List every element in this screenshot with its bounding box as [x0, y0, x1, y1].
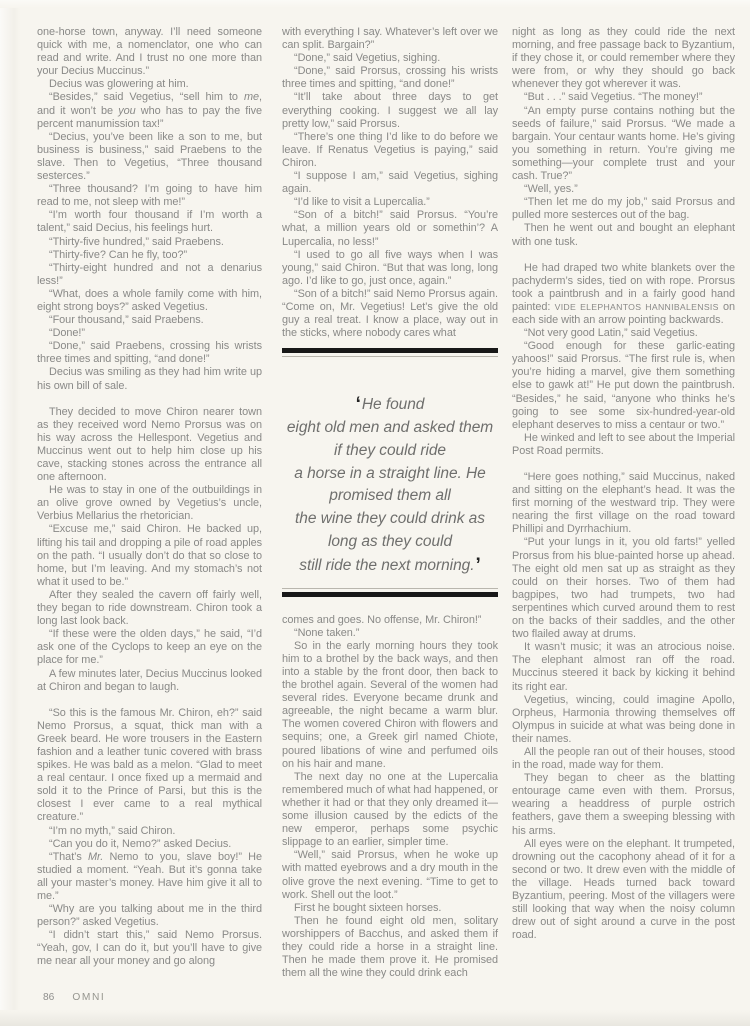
paragraph: “Here goes nothing,” said Muccinus, naked and sitting on the elephant’s head. It was the first morning of the westward trip. They were nearing the first village on the road toward Phillipi and Dyrrhachium. — [512, 471, 735, 536]
divider-rule — [282, 348, 498, 353]
paragraph: “I suppose I am,” said Vegetius, sighing again. — [282, 170, 498, 196]
paragraph: “Besides,” said Vegetius, “sell him to me, and it won’t be you who has to pay the five percent manumission tax!” — [37, 91, 262, 130]
text-column-2 — [282, 26, 498, 980]
paragraph: with everything I say. Whatever’s left over we can split. Bargain?” — [282, 26, 498, 52]
text-column-1 — [37, 26, 262, 969]
open-quote-icon: ‘ — [355, 394, 361, 416]
paragraph: “Well, yes.” — [524, 183, 578, 196]
page-number: 86 — [43, 992, 55, 1003]
paragraph: “Son of a bitch!” said Nemo Prorsus again. “Come on, Mr. Vegetius! Let’s give the old guy a real treat. I know a place, way out in the sticks, where nobody cares what — [282, 287, 498, 340]
pull-quote — [286, 393, 494, 577]
paragraph: “If these were the olden days,” he said, “I’d ask one of the Cyclops to keep an eye on the place for me.” — [37, 628, 262, 667]
scan-edge-left — [0, 0, 20, 1026]
pull-quote-line: the wine they could drink as — [295, 510, 485, 528]
paragraph: “None taken.” — [294, 626, 360, 639]
paragraph: one-horse town, anyway. I’ll need someone quick with me, a nomenclator, one who can read and write. And I trust no one more than your Decius Muccinus.” — [37, 26, 262, 78]
paragraph: “It’ll take about three days to get everything cooking. I suggest we all lay pretty low,” said Prorsus. — [282, 91, 498, 130]
paragraph: He was to stay in one of the outbuildings in an olive grove owned by Vegetius’s uncle, Verbius Mellarius the rhetorician. — [37, 484, 262, 523]
paragraph: “Why are you talking about me in the third person?” asked Vegetius. — [37, 903, 262, 929]
paragraph: “That’s Mr. Nemo to you, slave boy!” He studied a moment. “Yeah. But it’s gonna take all your master’s money. Have him give it all to me.” — [37, 850, 262, 902]
pull-quote-line: still ride the next morning.’ — [299, 554, 481, 576]
paragraph: “Then let me do my job,” said Prorsus and pulled more sesterces out of the bag. — [512, 196, 735, 222]
paragraph: “An empty purse contains nothing but the seeds of failure,” said Prorsus. “We made a bargain. Your centaur wants home. He’s giving you something in return. You’re giving me something—your complete trust and your cash. True?” — [512, 104, 735, 183]
paragraph: “I didn’t start this,” said Nemo Prorsus. “Yeah, gov, I can do it, but you’ll have to give me near all your money and go along — [37, 929, 262, 968]
pull-quote-line: if they could ride — [334, 441, 446, 459]
text-column-3 — [512, 26, 735, 942]
paragraph: Decius was smiling as they had him write up his own bill of sale. — [37, 366, 262, 392]
pull-quote-line: a horse in a straight line. He — [294, 464, 486, 482]
paragraph: “Thirty-eight hundred and not a denarius less!” — [37, 261, 262, 287]
pull-quote-line: long as they could — [327, 533, 453, 551]
paragraph: “I used to go all five ways when I was young,” said Chiron. “But that was long, long ago. I’d like to go, just once, again.” — [282, 248, 498, 287]
paragraph: So in the early morning hours they took him to a brothel by the back ways, and then into a stable by the front door, then back to the brothel again. Several of the women had several rides. Everyone became drunk and agreeable, the night became a warm blur. The women covered Chiron with flowers and sequins; one, a Greek girl named Chiote, poured libations of wine and perfumed oils on his hair and mane. — [282, 639, 498, 770]
paragraph: “Son of a bitch!” said Prorsus. “You’re what, a million years old or somethin’? A Lupercalia, no less!” — [282, 209, 498, 248]
paragraph: Then he went out and bought an elephant with one tusk. — [512, 222, 735, 248]
paragraph: “I’m no myth,” said Chiron. — [49, 824, 176, 837]
paragraph: “But . . .” said Vegetius. “The money!” — [524, 91, 703, 104]
scan-edge-top — [0, 0, 750, 8]
paragraph: “Done,” said Praebens, crossing his wrists three times and spitting, “and done!” — [37, 340, 262, 366]
pull-quote-line: eight old men and asked them — [286, 419, 494, 437]
paragraph: Vegetius, wincing, could imagine Apollo, Orpheus, Harmonia throwing themselves off Olympus in suicide at what was being done in their names. — [512, 693, 735, 745]
paragraph: “Done!” — [49, 327, 85, 340]
paragraph: First he bought sixteen horses. — [294, 901, 442, 914]
paragraph: “I’m worth four thousand if I’m worth a talent,” said Decius, his feelings hurt. — [37, 209, 262, 235]
paragraph: A few minutes later, Decius Muccinus looked at Chiron and began to laugh. — [37, 667, 262, 693]
pull-quote-line: ‘He found — [355, 394, 425, 416]
paragraph: “Thirty-five hundred,” said Praebens. — [49, 235, 224, 248]
paragraph: It wasn’t music; it was an atrocious noise. The elephant almost ran off the road. Muccinus steered it back by kicking it behind its right ear. — [512, 641, 735, 693]
paragraph: “Excuse me,” said Chiron. He backed up, lifting his tail and dropping a pile of road apples on the path. “I usually don’t do that so close to home, but I’m leaving. And my stomach’s not what it used to be.” — [37, 523, 262, 588]
paragraph: All eyes were on the elephant. It trumpeted, drowning out the cacophony ahead of it for a second or two. It drew even with the middle of the village. Heads turned back toward Byzantium, peering. Most of the villagers were still looking that way when the noisy column drew out of sight around a curve in the post road. — [512, 837, 735, 942]
paragraph: They began to cheer as the blatting entourage came even with them. Prorsus, wearing a headdress of purple ostrich feathers, gave them a sweeping blessing with his arms. — [512, 772, 735, 837]
divider-rule — [282, 592, 498, 597]
paragraph: After they sealed the cavern off fairly well, they began to ride downstream. Chiron took a long last look back. — [37, 588, 262, 628]
paragraph: “So this is the famous Mr. Chiron, eh?” said Nemo Prorsus, a squat, thick man with a Greek beard. He wore trousers in the Eastern fashion and a leather tunic covered with brass spikes. He was bald as a melon. “Glad to meet a real centaur. I once fixed up a mermaid and sold it to the Prince of Parsi, but this is the closest I ever came to a real mythical creature.” — [37, 706, 262, 824]
paragraph: “Not very good Latin,” said Vegetius. — [524, 327, 698, 340]
paragraph: “Done,” said Vegetius, sighing. — [294, 52, 441, 65]
paragraph: He winked and left to see about the Imperial Post Road permits. — [512, 431, 735, 457]
paragraph: The next day no one at the Lupercalia remembered much of what had happened, or whether it had or that they only dreamed it—some illusion caused by the edicts of the new emperor, perhaps some psychic slippage to an earlier, simpler time. — [282, 770, 498, 849]
paragraph: “Decius, you’ve been like a son to me, but business is business,” said Praebens to the slave. Then to Vegetius, “Three thousand sesterces.” — [37, 130, 262, 183]
paragraph: “Can you do it, Nemo?” asked Decius. — [49, 837, 232, 850]
paragraph: “What, does a whole family come with him, eight strong boys?” asked Vegetius. — [37, 287, 262, 313]
paragraph: He had draped two white blankets over the pachyderm’s sides, tied on with rope. Prorsus took a paintbrush and in a fairly good hand painted: VIDE ELEPHANTOS HANNIBALENSIS on each side with an arrow pointing backwards. — [512, 261, 735, 326]
scan-edge-bottom — [0, 1010, 750, 1026]
paragraph: “I’d like to visit a Lupercalia.” — [294, 196, 430, 209]
paragraph: “Thirty-five? Can he fly, too?” — [49, 248, 188, 261]
paragraph: “Good enough for these garlic-eating yahoos!” said Prorsus. “The first rule is, when you’re hiding a marvel, give them something else to gawk at!” He put down the paintbrush. “Besides,” he said, “anyone who thinks he’s going to see some six-hundred-year-old elephant deserves to miss a centaur or two.” — [512, 340, 735, 431]
paragraph: “Done,” said Prorsus, crossing his wrists three times and spitting, “and done!” — [282, 65, 498, 91]
paragraph: Decius was glowering at him. — [49, 78, 189, 91]
paragraph: “There’s one thing I’d like to do before we leave. If Renatus Vegetius is paying,” said Chiron. — [282, 130, 498, 169]
paragraph: comes and goes. No offense, Mr. Chiron!” — [282, 613, 482, 626]
pull-quote-line: promised them all — [329, 487, 451, 505]
paragraph: “Put your lungs in it, you old farts!” yelled Prorsus from his blue-painted horse up ahead. The eight old men sat up as straight as they could on their horses. Two of them had bagpipes, two had trumpets, two had serpentines which curved around them to rest on the backs of their saddles, and the other two flailed away at drums. — [512, 536, 735, 641]
close-quote-icon: ’ — [475, 554, 481, 576]
paragraph: All the people ran out of their houses, stood in the road, made way for them. — [512, 745, 735, 772]
paragraph: “Three thousand? I’m going to have him read to me, not sleep with me!” — [37, 183, 262, 209]
paragraph: Then he found eight old men, solitary worshippers of Bacchus, and asked them if they could ride a horse in a straight line. Then he made them prove it. He promised them all the wine they could drink each — [282, 914, 498, 980]
magazine-name: OMNI — [72, 992, 106, 1003]
paragraph: They decided to move Chiron nearer town as they received word Nemo Prorsus was on his way across the Hellespont. Vegetius and Muccinus went out to help him close up his cave, stacking stones across the entrance all one afternoon. — [37, 405, 262, 484]
page-footer — [43, 992, 105, 1003]
paragraph: “Well,” said Prorsus, when he woke up with matted eyebrows and a dry mouth in the olive grove the next evening. “Time to get to work. Shell out the loot.” — [282, 849, 498, 901]
paragraph: “Four thousand,” said Praebens. — [49, 314, 204, 327]
paragraph: night as long as they could ride the next morning, and free passage back to Byzantium, if they chose it, or could remember where they were from, or why they should go back whenever they got wherever it was. — [512, 26, 735, 91]
